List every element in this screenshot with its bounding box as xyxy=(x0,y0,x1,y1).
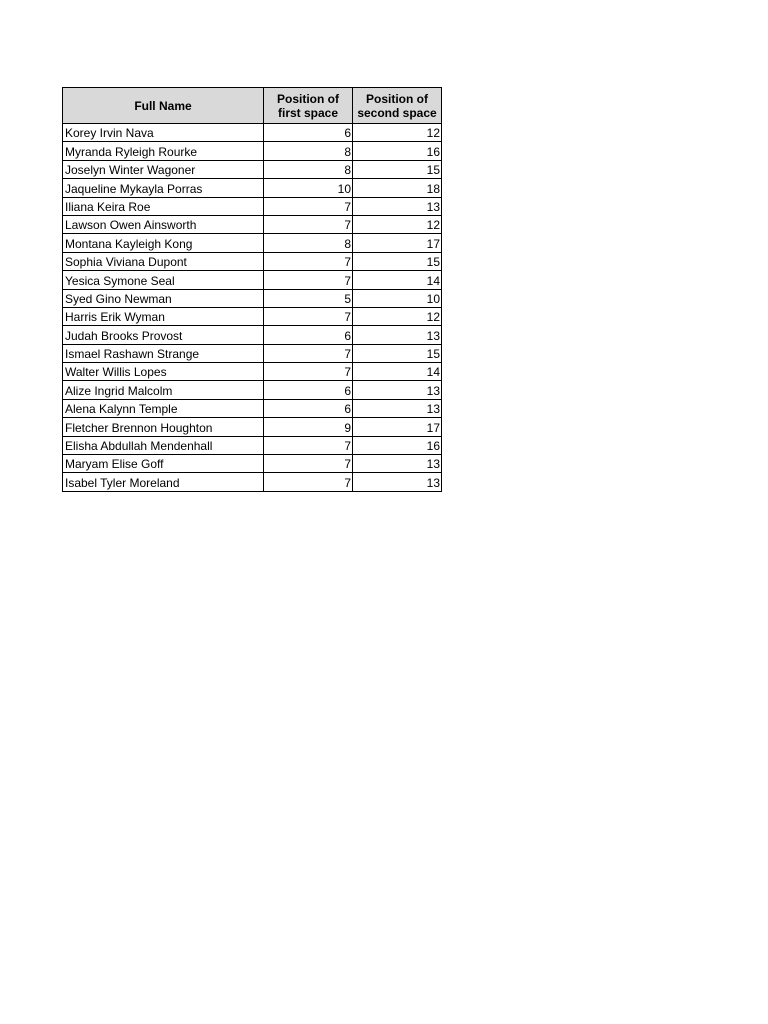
cell-second-space: 15 xyxy=(353,252,442,270)
cell-second-space: 16 xyxy=(353,436,442,454)
spaces-table xyxy=(62,87,442,492)
cell-full-name: Ismael Rashawn Strange xyxy=(63,344,264,362)
table-row xyxy=(63,271,442,289)
header-first-space: Position of first space xyxy=(264,88,353,124)
cell-full-name: Walter Willis Lopes xyxy=(63,363,264,381)
cell-first-space: 6 xyxy=(264,399,353,417)
cell-full-name: Alize Ingrid Malcolm xyxy=(63,381,264,399)
cell-full-name: Lawson Owen Ainsworth xyxy=(63,215,264,233)
cell-first-space: 5 xyxy=(264,289,353,307)
cell-full-name: Sophia Viviana Dupont xyxy=(63,252,264,270)
table-row xyxy=(63,473,442,491)
cell-first-space: 7 xyxy=(264,197,353,215)
table-row xyxy=(63,307,442,325)
table-header xyxy=(63,88,442,124)
cell-full-name: Syed Gino Newman xyxy=(63,289,264,307)
cell-first-space: 6 xyxy=(264,124,353,142)
cell-full-name: Yesica Symone Seal xyxy=(63,271,264,289)
cell-first-space: 7 xyxy=(264,252,353,270)
cell-first-space: 7 xyxy=(264,307,353,325)
table-row xyxy=(63,197,442,215)
cell-first-space: 7 xyxy=(264,215,353,233)
cell-second-space: 13 xyxy=(353,197,442,215)
header-full-name: Full Name xyxy=(63,88,264,124)
cell-first-space: 7 xyxy=(264,363,353,381)
cell-full-name: Korey Irvin Nava xyxy=(63,124,264,142)
cell-second-space: 17 xyxy=(353,418,442,436)
table-row xyxy=(63,381,442,399)
table-row xyxy=(63,142,442,160)
cell-first-space: 8 xyxy=(264,234,353,252)
cell-second-space: 10 xyxy=(353,289,442,307)
cell-full-name: Iliana Keira Roe xyxy=(63,197,264,215)
table-row xyxy=(63,399,442,417)
cell-second-space: 13 xyxy=(353,381,442,399)
cell-second-space: 18 xyxy=(353,179,442,197)
cell-second-space: 14 xyxy=(353,271,442,289)
cell-first-space: 7 xyxy=(264,271,353,289)
cell-second-space: 12 xyxy=(353,307,442,325)
cell-second-space: 14 xyxy=(353,363,442,381)
cell-second-space: 13 xyxy=(353,473,442,491)
cell-full-name: Elisha Abdullah Mendenhall xyxy=(63,436,264,454)
table-row xyxy=(63,436,442,454)
cell-full-name: Myranda Ryleigh Rourke xyxy=(63,142,264,160)
table-row xyxy=(63,289,442,307)
cell-full-name: Joselyn Winter Wagoner xyxy=(63,160,264,178)
table-row xyxy=(63,344,442,362)
cell-second-space: 12 xyxy=(353,215,442,233)
cell-second-space: 12 xyxy=(353,124,442,142)
cell-full-name: Jaqueline Mykayla Porras xyxy=(63,179,264,197)
table-row xyxy=(63,455,442,473)
cell-first-space: 8 xyxy=(264,142,353,160)
cell-second-space: 13 xyxy=(353,399,442,417)
cell-full-name: Isabel Tyler Moreland xyxy=(63,473,264,491)
cell-first-space: 7 xyxy=(264,455,353,473)
table-row xyxy=(63,418,442,436)
cell-full-name: Montana Kayleigh Kong xyxy=(63,234,264,252)
cell-first-space: 7 xyxy=(264,344,353,362)
cell-full-name: Harris Erik Wyman xyxy=(63,307,264,325)
cell-second-space: 15 xyxy=(353,344,442,362)
cell-second-space: 13 xyxy=(353,455,442,473)
cell-first-space: 7 xyxy=(264,436,353,454)
cell-full-name: Fletcher Brennon Houghton xyxy=(63,418,264,436)
cell-second-space: 13 xyxy=(353,326,442,344)
table-row xyxy=(63,124,442,142)
table-row xyxy=(63,215,442,233)
cell-first-space: 9 xyxy=(264,418,353,436)
header-second-space: Position of second space xyxy=(353,88,442,124)
cell-first-space: 7 xyxy=(264,473,353,491)
cell-second-space: 15 xyxy=(353,160,442,178)
cell-first-space: 10 xyxy=(264,179,353,197)
cell-full-name: Alena Kalynn Temple xyxy=(63,399,264,417)
cell-second-space: 17 xyxy=(353,234,442,252)
table-row xyxy=(63,234,442,252)
cell-first-space: 8 xyxy=(264,160,353,178)
table-row xyxy=(63,326,442,344)
cell-first-space: 6 xyxy=(264,326,353,344)
cell-second-space: 16 xyxy=(353,142,442,160)
table-row xyxy=(63,252,442,270)
header-row xyxy=(63,88,442,124)
cell-full-name: Judah Brooks Provost xyxy=(63,326,264,344)
table-body xyxy=(63,124,442,492)
table-row xyxy=(63,363,442,381)
table-row xyxy=(63,160,442,178)
cell-first-space: 6 xyxy=(264,381,353,399)
cell-full-name: Maryam Elise Goff xyxy=(63,455,264,473)
table-row xyxy=(63,179,442,197)
